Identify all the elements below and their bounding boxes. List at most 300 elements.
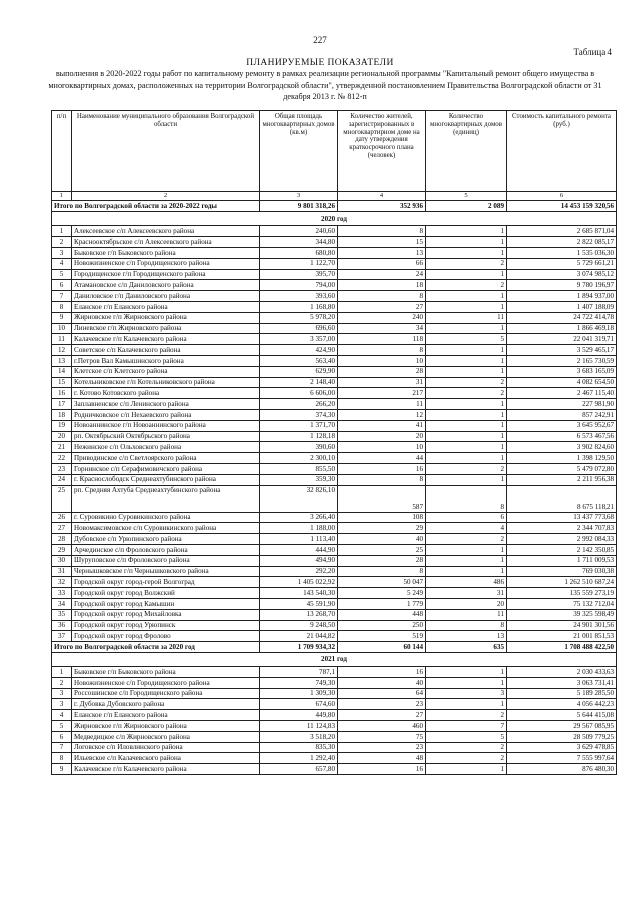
row-number: 23: [52, 463, 72, 474]
row-cost: 2 211 956,38: [507, 474, 617, 485]
grand-total-label: Итого по Волгоградской области за 2020-2022 годы: [52, 201, 260, 212]
row-area: 1 122,70: [260, 258, 338, 269]
row-number: 11: [52, 334, 72, 345]
row-residents: 28: [338, 555, 426, 566]
table-row: [52, 431, 617, 442]
row-houses: 5: [426, 334, 507, 345]
row-number: 31: [52, 566, 72, 577]
row-number: 14: [52, 366, 72, 377]
table-total-2020: [52, 642, 617, 653]
table-body-2021: [52, 653, 617, 775]
row-cost: 2 142 350,85: [507, 544, 617, 555]
year-heading-2021: [52, 653, 617, 667]
row-residents: 50 047: [338, 577, 426, 588]
row-houses: 2: [426, 534, 507, 545]
row-number: 22: [52, 453, 72, 464]
row-number: 4: [52, 258, 72, 269]
total-2020-residents: 60 144: [338, 642, 426, 653]
row-cost: 4 082 654,50: [507, 377, 617, 388]
row-number: 9: [52, 764, 72, 775]
row-cost: 75 132 712,04: [507, 598, 617, 609]
row-residents: 8: [338, 566, 426, 577]
row-residents: 519: [338, 631, 426, 642]
row-cost: 2 030 433,63: [507, 667, 617, 678]
row-area: 32 826,10: [260, 485, 338, 512]
row-number: 7: [52, 291, 72, 302]
row-cost: 3 683 165,09: [507, 366, 617, 377]
row-name: Даниловское г/п Даниловского района: [72, 291, 260, 302]
header-area: Общая площадь многоквартирных домов (кв.м): [260, 111, 338, 192]
table-row: [52, 388, 617, 399]
row-residents: 11: [338, 399, 426, 410]
row-area: 1 371,70: [260, 420, 338, 431]
row-cost: 1 711 009,53: [507, 555, 617, 566]
row-name: Калачевское г/п Калачевского района: [72, 764, 260, 775]
row-area: 395,70: [260, 269, 338, 280]
total-row-2020: [52, 642, 617, 653]
row-cost: 5 644 415,08: [507, 710, 617, 721]
row-cost: 1 262 510 687,24: [507, 577, 617, 588]
table-row: [52, 620, 617, 631]
row-number: 30: [52, 555, 72, 566]
row-residents: 5 249: [338, 588, 426, 599]
row-cost: 135 559 273,19: [507, 588, 617, 599]
row-houses: 1: [426, 420, 507, 431]
row-residents: 44: [338, 453, 426, 464]
row-name: г. Дубовка Дубовского района: [72, 699, 260, 710]
row-number: 2: [52, 237, 72, 248]
row-name: рп. Октябрьский Октябрьского района: [72, 431, 260, 442]
row-name: Еланское г/п Еланского района: [72, 301, 260, 312]
row-cost: 39 325 598,49: [507, 609, 617, 620]
column-number: 3: [260, 192, 338, 201]
row-name: Городской округ город Камышин: [72, 598, 260, 609]
row-houses: 1: [426, 474, 507, 485]
row-cost: 1 398 129,50: [507, 453, 617, 464]
total-2020-cost: 1 708 488 422,50: [507, 642, 617, 653]
row-houses: 2: [426, 388, 507, 399]
table-row: [52, 555, 617, 566]
row-cost: 1 535 036,30: [507, 248, 617, 259]
row-houses: 2: [426, 753, 507, 764]
row-houses: 6: [426, 512, 507, 523]
row-number: 15: [52, 377, 72, 388]
row-name: Заплавненское с/п Ленинского района: [72, 399, 260, 410]
row-residents: 40: [338, 677, 426, 688]
row-area: 494,90: [260, 555, 338, 566]
row-area: 393,60: [260, 291, 338, 302]
row-number: 37: [52, 631, 72, 642]
row-number: 18: [52, 409, 72, 420]
row-houses: 1: [426, 764, 507, 775]
row-cost: 5 479 072,80: [507, 463, 617, 474]
row-houses: 1: [426, 677, 507, 688]
row-residents: 34: [338, 323, 426, 334]
row-number: 1: [52, 667, 72, 678]
row-area: 794,00: [260, 280, 338, 291]
row-area: 449,80: [260, 710, 338, 721]
row-name: Городищенское г/п Городищенского района: [72, 269, 260, 280]
row-area: 21 044,82: [260, 631, 338, 642]
row-number: 12: [52, 345, 72, 356]
row-name: Логовское с/п Иловлинского района: [72, 742, 260, 753]
table-row: [52, 566, 617, 577]
row-area: 1 405 022,92: [260, 577, 338, 588]
row-houses: 1: [426, 291, 507, 302]
table-row: [52, 442, 617, 453]
row-name: Калачевское г/п Калачевского района: [72, 334, 260, 345]
row-houses: 2: [426, 280, 507, 291]
row-name: Новожизненское с/п Городищенского района: [72, 677, 260, 688]
table-row: [52, 420, 617, 431]
table-row: [52, 280, 617, 291]
row-cost: 21 001 851,53: [507, 631, 617, 642]
table-row: [52, 312, 617, 323]
row-name: Родничковское с/п Нехаевского района: [72, 409, 260, 420]
row-houses: 11: [426, 312, 507, 323]
row-cost: 5 189 285,50: [507, 688, 617, 699]
table-row: [52, 453, 617, 464]
row-residents: 41: [338, 420, 426, 431]
row-name: г. Котово Котовского района: [72, 388, 260, 399]
page-number: 227: [313, 35, 327, 45]
row-name: Краснооктябрьское с/п Алексеевского района: [72, 237, 260, 248]
header-houses: Количество многоквартирных домов (единиц): [426, 111, 507, 192]
row-number: 16: [52, 388, 72, 399]
row-residents: 250: [338, 620, 426, 631]
row-cost: 2 467 115,40: [507, 388, 617, 399]
row-name: Котельниковское г/п Котельниковского района: [72, 377, 260, 388]
row-number: 21: [52, 442, 72, 453]
row-number: 36: [52, 620, 72, 631]
grand-total-houses: 2 089: [426, 201, 507, 212]
row-name: Клетское с/п Клетского района: [72, 366, 260, 377]
column-number: 5: [426, 192, 507, 201]
row-houses: 1: [426, 399, 507, 410]
grand-total-residents: 352 936: [338, 201, 426, 212]
row-residents: 15: [338, 237, 426, 248]
row-number: 3: [52, 248, 72, 259]
row-area: 749,30: [260, 677, 338, 688]
row-houses: 5: [426, 731, 507, 742]
table-body-2020: [52, 212, 617, 642]
row-cost: 6 573 467,56: [507, 431, 617, 442]
row-residents: 40: [338, 534, 426, 545]
table-row: [52, 463, 617, 474]
row-name: Городской округ город Урюпинск: [72, 620, 260, 631]
row-cost: 29 567 085,95: [507, 721, 617, 732]
row-residents: 75: [338, 731, 426, 742]
column-number-row: [52, 192, 617, 201]
row-cost: 5 729 661,21: [507, 258, 617, 269]
row-name: Городской округ город Михайловка: [72, 609, 260, 620]
row-residents: 27: [338, 710, 426, 721]
row-cost: 28 509 779,25: [507, 731, 617, 742]
row-residents: 108: [338, 512, 426, 523]
row-name: Атамановское с/п Даниловского района: [72, 280, 260, 291]
table-row: [52, 512, 617, 523]
row-residents: 31: [338, 377, 426, 388]
row-number: 34: [52, 598, 72, 609]
row-number: 3: [52, 699, 72, 710]
row-houses: 1: [426, 269, 507, 280]
row-number: 33: [52, 588, 72, 599]
row-residents: 12: [338, 409, 426, 420]
row-residents: 48: [338, 753, 426, 764]
row-number: 7: [52, 742, 72, 753]
row-number: 9: [52, 312, 72, 323]
row-residents: 25: [338, 544, 426, 555]
table-row: [52, 742, 617, 753]
row-cost: 2 685 871,04: [507, 226, 617, 237]
row-number: 4: [52, 710, 72, 721]
header-residents: Количество жителей, зарегистрированных в многоквартирном доме на дату утверждения краткосрочного плана (человек): [338, 111, 426, 192]
header-cost: Стоимость капитального ремонта (руб.): [507, 111, 617, 192]
row-name: рп. Средняя Ахтуба Среднеахтубинского района: [72, 485, 260, 512]
row-area: 674,60: [260, 699, 338, 710]
row-name: Шуруповское с/п Фроловского района: [72, 555, 260, 566]
row-cost: 7 555 997,64: [507, 753, 617, 764]
row-residents: 1 779: [338, 598, 426, 609]
row-residents: 8: [338, 474, 426, 485]
row-residents: 13: [338, 248, 426, 259]
row-area: 266,20: [260, 399, 338, 410]
row-cost: 227 981,90: [507, 399, 617, 410]
table-row: [52, 355, 617, 366]
row-houses: 11: [426, 609, 507, 620]
grand-total-cost: 14 453 159 320,56: [507, 201, 617, 212]
table-row: [52, 523, 617, 534]
row-area: 3 518,20: [260, 731, 338, 742]
row-residents: 8: [338, 345, 426, 356]
year-label: 2020 год: [52, 212, 617, 226]
row-cost: 1 866 469,18: [507, 323, 617, 334]
table-row: [52, 677, 617, 688]
row-residents: 20: [338, 431, 426, 442]
row-area: 3 266,40: [260, 512, 338, 523]
row-cost: 3 074 985,12: [507, 269, 617, 280]
row-residents: 8: [338, 291, 426, 302]
row-area: 629,90: [260, 366, 338, 377]
table-row: [52, 598, 617, 609]
header-row: [52, 111, 617, 192]
row-residents: 27: [338, 301, 426, 312]
row-number: 1: [52, 226, 72, 237]
row-name: Быковское г/п Быковского района: [72, 667, 260, 678]
row-houses: 4: [426, 523, 507, 534]
row-area: 1 113,40: [260, 534, 338, 545]
row-residents: 240: [338, 312, 426, 323]
row-name: Жирновское г/п Жирновского района: [72, 721, 260, 732]
row-area: 835,30: [260, 742, 338, 753]
row-name: Дубовское с/п Урюпинского района: [72, 534, 260, 545]
row-area: 344,80: [260, 237, 338, 248]
row-cost: 22 041 319,71: [507, 334, 617, 345]
row-area: 1 168,80: [260, 301, 338, 312]
row-cost: 24 722 414,78: [507, 312, 617, 323]
row-number: 19: [52, 420, 72, 431]
row-area: 1 188,00: [260, 523, 338, 534]
table-row: [52, 323, 617, 334]
row-residents: 460: [338, 721, 426, 732]
total-2020-label: Итого по Волгоградской области за 2020 год: [52, 642, 260, 653]
row-area: 6 606,00: [260, 388, 338, 399]
row-area: 374,30: [260, 409, 338, 420]
row-residents: 29: [338, 523, 426, 534]
row-houses: 1: [426, 555, 507, 566]
document-subtitle: выполнения в 2020-2022 годы работ по капитальному ремонту в рамках реализации региональной программы "Капитальный ремонт общего имущества в многоквартирных домах, расположенных на территории Волгоградской области", утвержденной постановлением Правительства Волгоградской области от 31 декабря 2013 г. № 812-п: [48, 69, 602, 101]
table-row: [52, 237, 617, 248]
table-row: [52, 334, 617, 345]
header-num: п/п: [52, 111, 72, 192]
row-residents: 16: [338, 667, 426, 678]
row-houses: 2: [426, 377, 507, 388]
row-area: 444,90: [260, 544, 338, 555]
row-number: 6: [52, 280, 72, 291]
row-cost: 24 901 301,56: [507, 620, 617, 631]
row-area: 563,40: [260, 355, 338, 366]
row-number: 8: [52, 301, 72, 312]
row-number: 2: [52, 677, 72, 688]
row-name: Новоаннинское г/п Новоаннинского района: [72, 420, 260, 431]
row-number: 27: [52, 523, 72, 534]
row-cost: 8 675 118,21: [507, 485, 617, 512]
row-number: 25: [52, 485, 72, 512]
row-residents: 16: [338, 764, 426, 775]
row-area: 11 124,83: [260, 721, 338, 732]
row-area: 9 248,50: [260, 620, 338, 631]
row-cost: 3 645 952,67: [507, 420, 617, 431]
row-area: 240,60: [260, 226, 338, 237]
table-row: [52, 345, 617, 356]
row-residents: 24: [338, 269, 426, 280]
row-houses: 20: [426, 598, 507, 609]
row-name: Жирновское г/п Жирновского района: [72, 312, 260, 323]
table-row: [52, 301, 617, 312]
row-cost: 1 894 937,00: [507, 291, 617, 302]
row-name: Приводинское с/п Светлоярского района: [72, 453, 260, 464]
row-houses: 1: [426, 544, 507, 555]
year-heading-2020: [52, 212, 617, 226]
table-row: [52, 667, 617, 678]
row-residents: 10: [338, 442, 426, 453]
table-row: [52, 721, 617, 732]
row-number: 29: [52, 544, 72, 555]
row-residents: 217: [338, 388, 426, 399]
row-residents: 587: [338, 485, 426, 512]
table-row: [52, 366, 617, 377]
table-row: [52, 753, 617, 764]
table-row: [52, 399, 617, 410]
row-residents: 8: [338, 226, 426, 237]
row-houses: 1: [426, 409, 507, 420]
table-row: [52, 377, 617, 388]
row-houses: 1: [426, 248, 507, 259]
row-area: 5 978,20: [260, 312, 338, 323]
table-row: [52, 699, 617, 710]
column-number: 4: [338, 192, 426, 201]
row-cost: 4 056 442,23: [507, 699, 617, 710]
table-row: [52, 258, 617, 269]
row-area: 2 148,40: [260, 377, 338, 388]
row-houses: 1: [426, 566, 507, 577]
row-residents: 448: [338, 609, 426, 620]
row-area: 1 309,30: [260, 688, 338, 699]
row-name: Городской округ город Волжский: [72, 588, 260, 599]
row-houses: 1: [426, 667, 507, 678]
row-area: 2 300,10: [260, 453, 338, 464]
row-houses: 31: [426, 588, 507, 599]
row-number: 3: [52, 688, 72, 699]
row-area: 390,60: [260, 442, 338, 453]
row-area: 696,60: [260, 323, 338, 334]
row-cost: 3 629 478,85: [507, 742, 617, 753]
table-row: [52, 534, 617, 545]
row-area: 45 591,90: [260, 598, 338, 609]
row-name: Советское с/п Калачевского района: [72, 345, 260, 356]
row-cost: 3 529 465,17: [507, 345, 617, 356]
row-cost: 2 822 085,17: [507, 237, 617, 248]
row-houses: 7: [426, 721, 507, 732]
row-houses: 1: [426, 699, 507, 710]
row-houses: 1: [426, 301, 507, 312]
row-area: 3 357,00: [260, 334, 338, 345]
row-number: 24: [52, 474, 72, 485]
row-houses: 2: [426, 463, 507, 474]
row-houses: 1: [426, 453, 507, 464]
row-name: Медведицкое с/п Жирновского района: [72, 731, 260, 742]
row-name: Городской округ город-герой Волгоград: [72, 577, 260, 588]
row-name: г. Суровикино Суровикинского района: [72, 512, 260, 523]
row-name: Алексеевское с/п Алексеевского района: [72, 226, 260, 237]
row-residents: 118: [338, 334, 426, 345]
row-number: 32: [52, 577, 72, 588]
table-row: [52, 291, 617, 302]
row-houses: 1: [426, 345, 507, 356]
row-houses: 1: [426, 431, 507, 442]
row-name: Россошинское с/п Городищенского района: [72, 688, 260, 699]
row-cost: 769 030,38: [507, 566, 617, 577]
row-houses: 2: [426, 258, 507, 269]
row-number: 5: [52, 269, 72, 280]
table-row: [52, 688, 617, 699]
row-houses: 1: [426, 366, 507, 377]
row-houses: 3: [426, 688, 507, 699]
table-row: [52, 631, 617, 642]
row-cost: 9 780 196,97: [507, 280, 617, 291]
indicators-table: [51, 110, 617, 775]
table-row: [52, 474, 617, 485]
table-row: [52, 710, 617, 721]
row-number: 28: [52, 534, 72, 545]
column-number: 1: [52, 192, 72, 201]
row-residents: 16: [338, 463, 426, 474]
column-number: 2: [72, 192, 260, 201]
row-cost: 857 242,91: [507, 409, 617, 420]
row-houses: 486: [426, 577, 507, 588]
row-houses: 1: [426, 355, 507, 366]
total-2020-area: 1 709 934,32: [260, 642, 338, 653]
row-cost: 876 480,30: [507, 764, 617, 775]
row-area: 787,1: [260, 667, 338, 678]
total-2020-houses: 635: [426, 642, 507, 653]
row-houses: 2: [426, 742, 507, 753]
row-number: 5: [52, 721, 72, 732]
row-area: 359,30: [260, 474, 338, 485]
row-number: 6: [52, 731, 72, 742]
table-row: [52, 409, 617, 420]
row-houses: 1: [426, 237, 507, 248]
